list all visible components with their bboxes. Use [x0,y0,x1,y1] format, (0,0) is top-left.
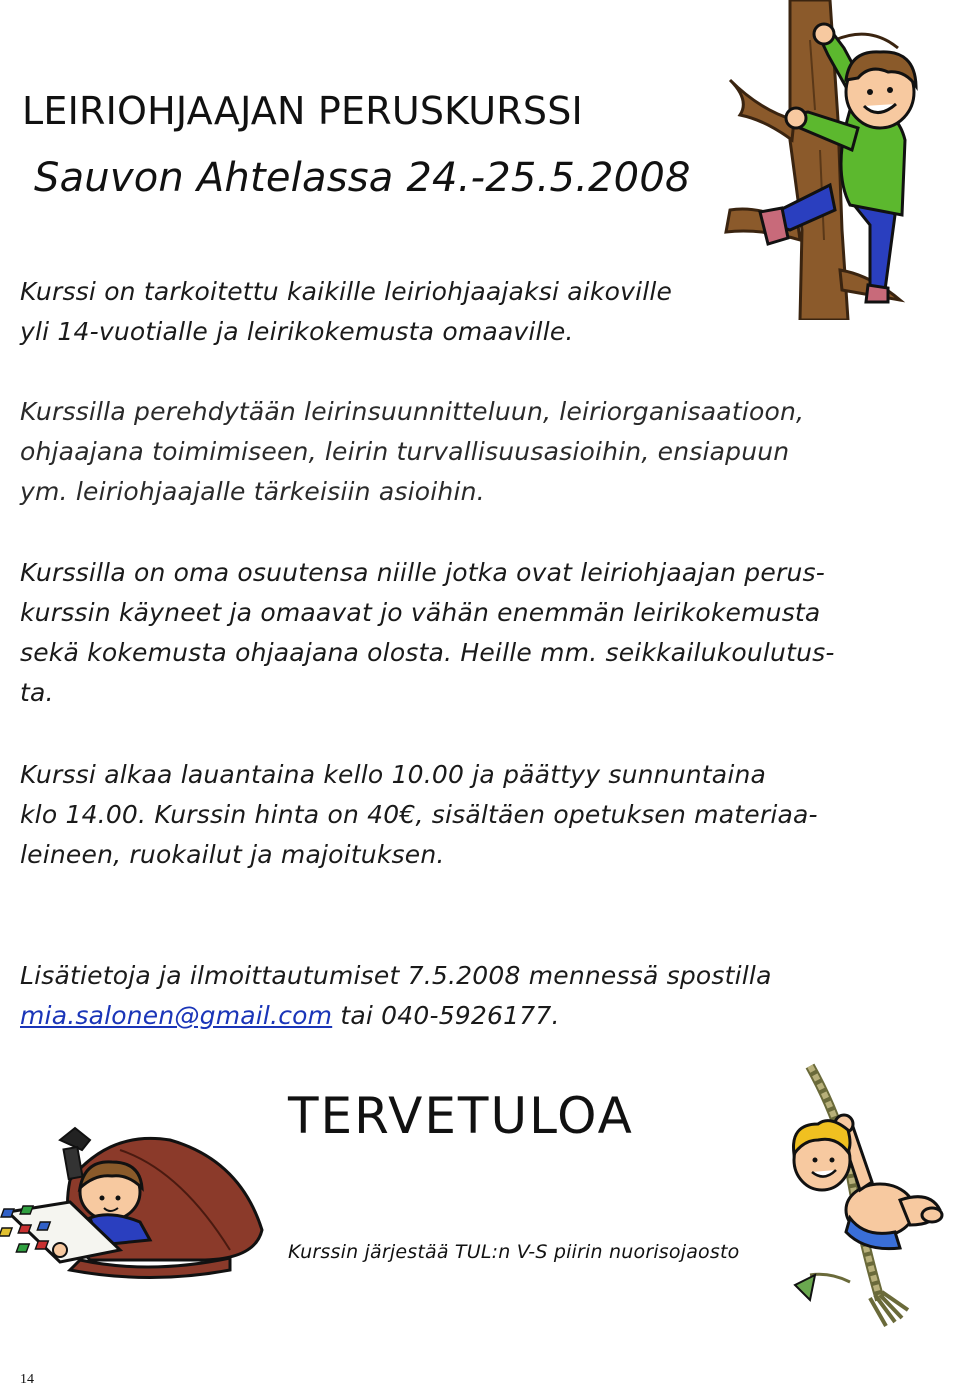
text-line: Kurssilla perehdytään leirinsuunnitteluun, leiriorganisaatioon, [20,397,805,426]
text-line: ta. [20,678,54,707]
rope-climber-illustration [770,1060,950,1330]
topics-paragraph [20,392,804,512]
contact-paragraph [20,956,772,1036]
text-line: sekä kokemusta ohjaajana olosta. Heille mm. seikkailukoulutus- [20,638,835,667]
phone-text: tai 040-5926177. [332,1001,560,1030]
text-line: Kurssilla on oma osuutensa niille jotka ovat leiriohjaajan perus- [20,558,825,587]
email-link[interactable]: mia.salonen@gmail.com [20,1001,333,1030]
text-line: Kurssi alkaa lauantaina kello 10.00 ja päättyy sunnuntaina [20,760,767,789]
text-line: kurssin käyneet ja omaavat jo vähän enemmän leirikokemusta [20,598,821,627]
advanced-paragraph [20,553,835,713]
page-title: LEIRIOHJAAJAN PERUSKURSSI [22,89,583,133]
intro-paragraph [20,272,672,352]
text-line: Lisätietoja ja ilmoittautumiset 7.5.2008 mennessä spostilla [20,961,772,990]
organizer-credit: Kurssin järjestää TUL:n V-S piirin nuorisojaosto [288,1241,740,1263]
text-line: Kurssi on tarkoitettu kaikille leiriohjaajaksi aikoville [20,277,673,306]
schedule-paragraph [20,755,818,875]
text-line [20,996,772,1036]
text-line: klo 14.00. Kurssin hinta on 40€, sisältäen opetuksen materiaa- [20,800,818,829]
sleeping-bag-reader-illustration [0,1110,270,1290]
text-line: yli 14-vuotialle ja leirikokemusta omaaville. [20,317,574,346]
welcome-heading: TERVETULOA [288,1087,634,1145]
text-line: ohjaajana toimimiseen, leirin turvallisuusasioihin, ensiapuun [20,437,790,466]
tree-climber-illustration [720,0,960,320]
page-subtitle: Sauvon Ahtelassa 24.-25.5.2008 [34,155,691,201]
page-number: 14 [20,1372,34,1387]
text-line: ym. leiriohjaajalle tärkeisiin asioihin. [20,477,485,506]
text-line: leineen, ruokailut ja majoituksen. [20,840,445,869]
